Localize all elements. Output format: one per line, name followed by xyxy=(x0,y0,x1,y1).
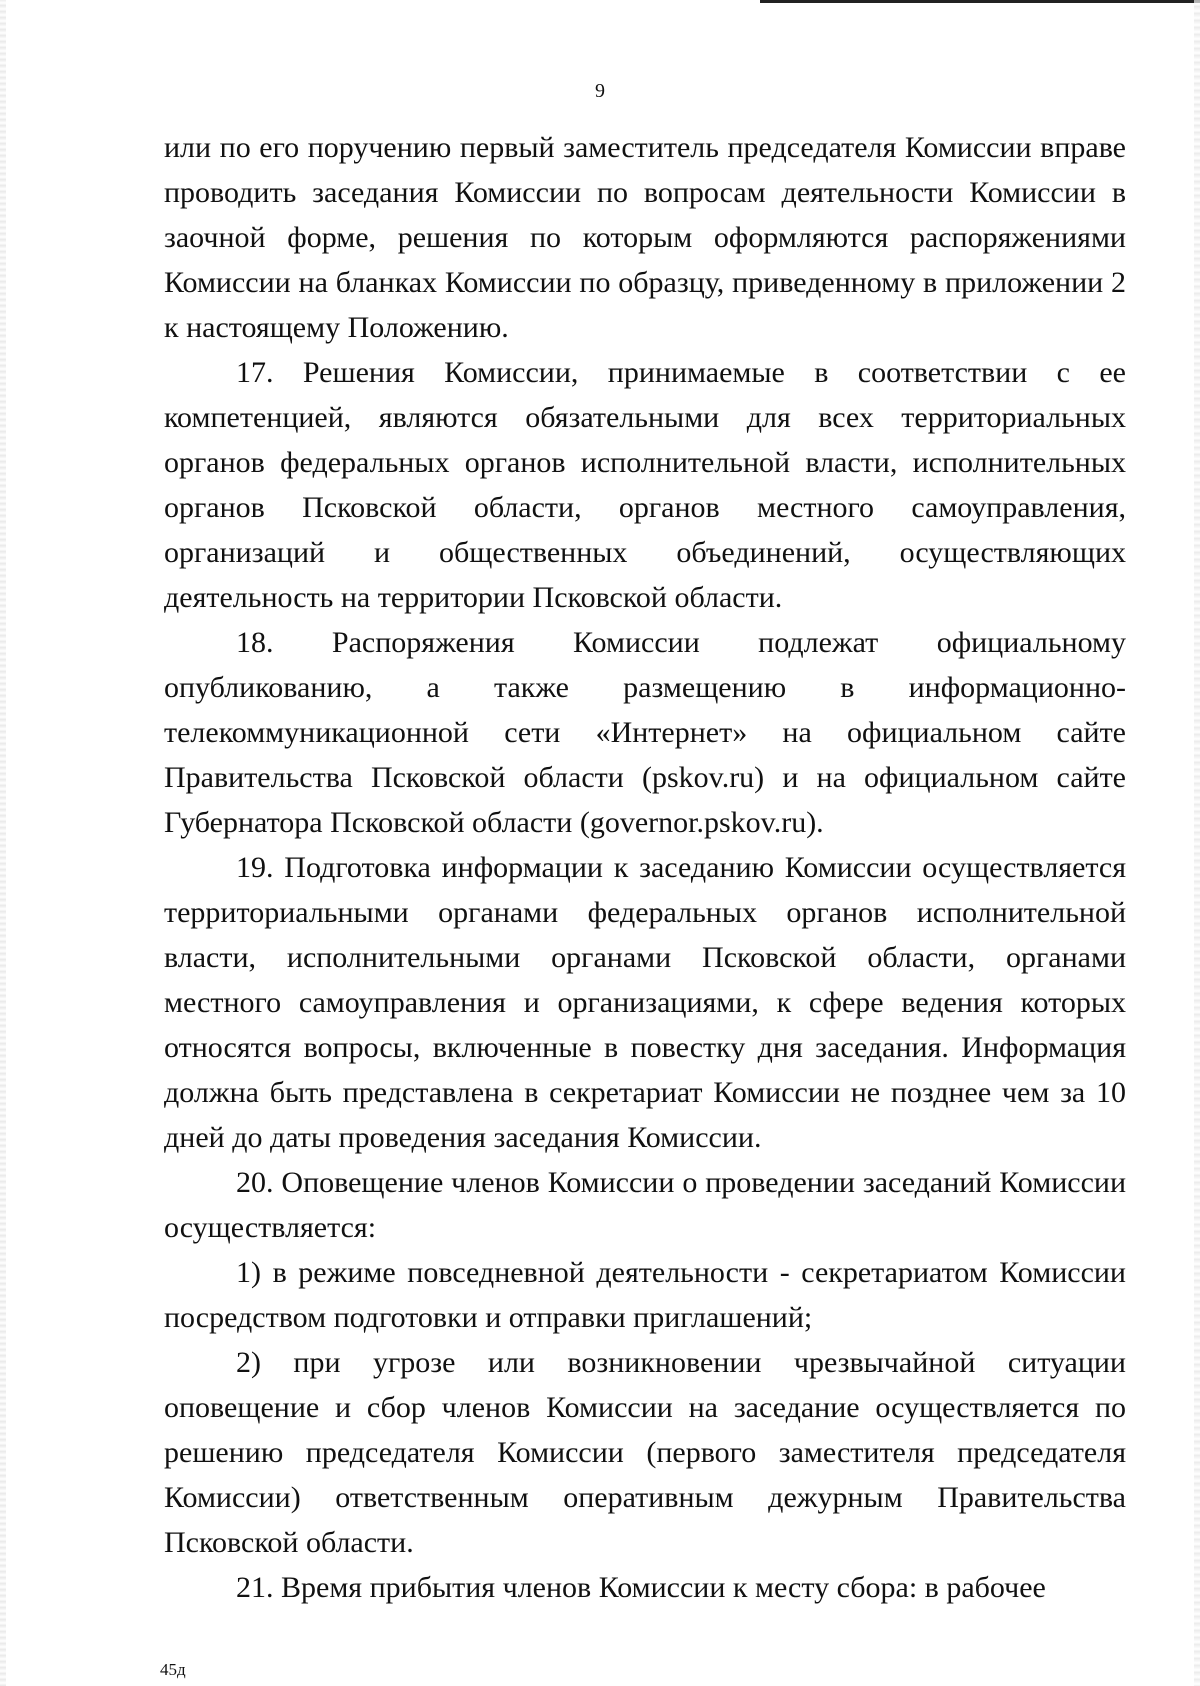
paragraph-20: 20. Оповещение членов Комиссии о проведении заседаний Комиссии осуществляется: xyxy=(164,1166,1126,1244)
paragraph-20-item-1: 1) в режиме повседневной деятельности - секретариатом Комиссии посредством подготовки и отправки приглашений; xyxy=(164,1256,1126,1334)
paragraph-17: 17. Решения Комиссии, принимаемые в соответствии с ее компетенцией, являются обязательными для всех территориальных органов федеральных органов исполнительной власти, исполнительных органов Псковской области, органов местного самоуправления, организаций и общественных объединений, осуществляющих деятельность на территории Псковской области. xyxy=(164,356,1126,614)
page-number: 9 xyxy=(595,80,605,102)
paragraph-18: 18. Распоряжения Комиссии подлежат официальному опубликованию, а также размещению в информационно-телекоммуникационной сети «Интернет» на официальном сайте Правительства Псковской области (pskov.ru) и на официальном сайте Губернатора Псковской области (governor.pskov.ru). xyxy=(164,626,1126,839)
paragraph-19: 19. Подготовка информации к заседанию Комиссии осуществляется территориальными органами федеральных органов исполнительной власти, исполнительными органами Псковской области, органами местного самоуправления и организациями, к сфере ведения которых относятся вопросы, включенные в повестку дня заседания. Информация должна быть представлена в секретариат Комиссии не позднее чем за 10 дней до даты проведения заседания Комиссии. xyxy=(164,851,1126,1154)
footer-code: 45д xyxy=(160,1660,186,1679)
paragraph-21: 21. Время прибытия членов Комиссии к месту сбора: в рабочее xyxy=(236,1571,1046,1604)
document-body xyxy=(164,125,1126,1610)
top-rule xyxy=(760,0,1200,3)
scan-right-edge xyxy=(1194,0,1200,1686)
scan-left-edge xyxy=(0,0,6,1686)
paragraph-20-item-2: 2) при угрозе или возникновении чрезвычайной ситуации оповещение и сбор членов Комиссии на заседание осуществляется по решению председателя Комиссии (первого заместителя председателя Комиссии) ответственным оперативным дежурным Правительства Псковской области. xyxy=(164,1346,1126,1559)
paragraph-continuation: или по его поручению первый заместитель председателя Комиссии вправе проводить заседания Комиссии по вопросам деятельности Комиссии в заочной форме, решения по которым оформляются распоряжениями Комиссии на бланках Комиссии по образцу, приведенному в приложении 2 к настоящему Положению. xyxy=(164,131,1126,344)
